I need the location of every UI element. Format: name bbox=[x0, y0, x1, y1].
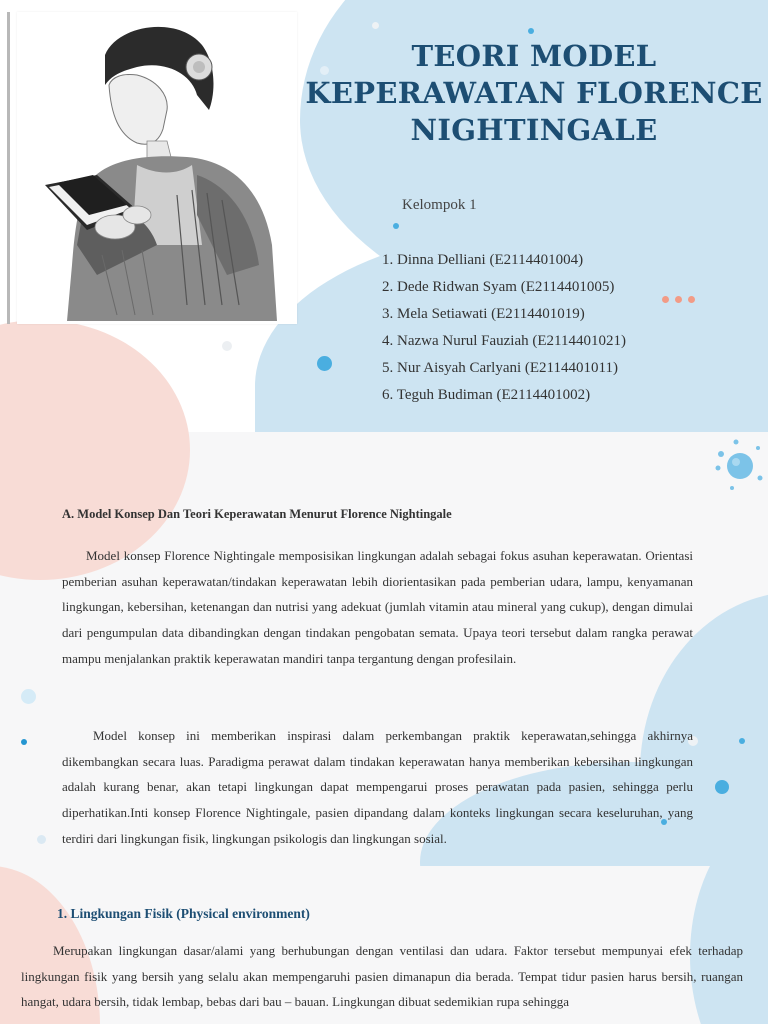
decor-dot bbox=[21, 689, 36, 704]
decor-dot bbox=[37, 835, 46, 844]
member-item: 5. Nur Aisyah Carlyani (E2114401011) bbox=[382, 360, 618, 376]
paragraph: Model konsep Florence Nightingale memposisikan lingkungan adalah sebagai fokus asuhan keperawatan. Orientasi pemberian asuhan keperawatan/tindakan keperawatan lebih diorientasikan pada pemberian udara, lampu, kenyamanan lingkungan, kebersihan, ketenangan dan nutrisi yang adekuat (jumlah vitamin atau mineral yang cukup), dengan dimulai dari pengumpulan data dibandingkan dengan tindakan pengobatan semata. Upaya teori tersebut dalam rangka perawat mampu menjalankan praktik keperawatan mandiri tanpa tergantung dengan profesilain. bbox=[62, 548, 693, 666]
section-heading-1: 1. Lingkungan Fisik (Physical environment) bbox=[57, 906, 310, 921]
coral-dot bbox=[688, 296, 695, 303]
member-item: 6. Teguh Budiman (E2114401002) bbox=[382, 387, 591, 403]
member-item: 4. Nazwa Nurul Fauziah (E2114401021) bbox=[382, 333, 626, 349]
section-heading-a: A. Model Konsep Dan Teori Keperawatan Menurut Florence Nightingale bbox=[62, 507, 452, 521]
bubble-cluster-icon bbox=[712, 438, 766, 492]
accent-bar bbox=[7, 12, 10, 324]
decor-dot bbox=[528, 28, 534, 34]
member-list bbox=[382, 251, 626, 413]
member-item: 2. Dede Ridwan Syam (E2114401005) bbox=[382, 279, 615, 295]
decor-dot bbox=[715, 780, 729, 794]
pink-blob-decoration bbox=[0, 320, 190, 432]
member-item: 3. Mela Setiawati (E2114401019) bbox=[382, 306, 585, 322]
decor-dot bbox=[393, 223, 399, 229]
decor-dot bbox=[372, 22, 379, 29]
portrait-image bbox=[17, 12, 297, 324]
group-label: Kelompok 1 bbox=[402, 197, 477, 213]
decor-dot bbox=[222, 341, 232, 351]
portrait-illustration bbox=[27, 15, 285, 321]
member-item: 1. Dinna Delliani (E2114401004) bbox=[382, 252, 584, 268]
decor-dot bbox=[21, 739, 27, 745]
coral-dot bbox=[662, 296, 669, 303]
paragraph: Model konsep ini memberikan inspirasi dalam perkembangan praktik keperawatan,sehingga akhirnya dikembangkan secara luas. Paradigma perawat dalam tindakan keperawatan hanya memberikan kebersihan lingkungan adalah kurang benar, akan tetapi lingkungan dapat mempengarui proses perawatan pada pasien, sehingga perlu diperhatikan.Inti konsep Florence Nightingale, pasien dipandang dalam konteks lingkungan secara keseluruhan, yang terdiri dari lingkungan fisik, lingkungan psikologis dan lingkungan sosial. bbox=[62, 728, 693, 846]
coral-dot bbox=[675, 296, 682, 303]
decor-dot bbox=[317, 356, 332, 371]
decor-dot bbox=[739, 738, 745, 744]
presentation-title: TEORI MODEL KEPERAWATAN FLORENCE NIGHTINGALE bbox=[305, 39, 763, 147]
title-slide bbox=[0, 0, 768, 432]
paragraph: Merupakan lingkungan dasar/alami yang berhubungan dengan ventilasi dan udara. Faktor tersebut mempunyai efek terhadap lingkungan fisik yang bersih yang selalu akan mempengaruhi pasien dimanapun dia berada. Tempat tidur pasien harus bersih, ruangan hangat, udara bersih, tidak lembap, bebas dari bau – bauan. Lingkungan dibuat sedemikian rupa sehingga bbox=[21, 943, 743, 1009]
